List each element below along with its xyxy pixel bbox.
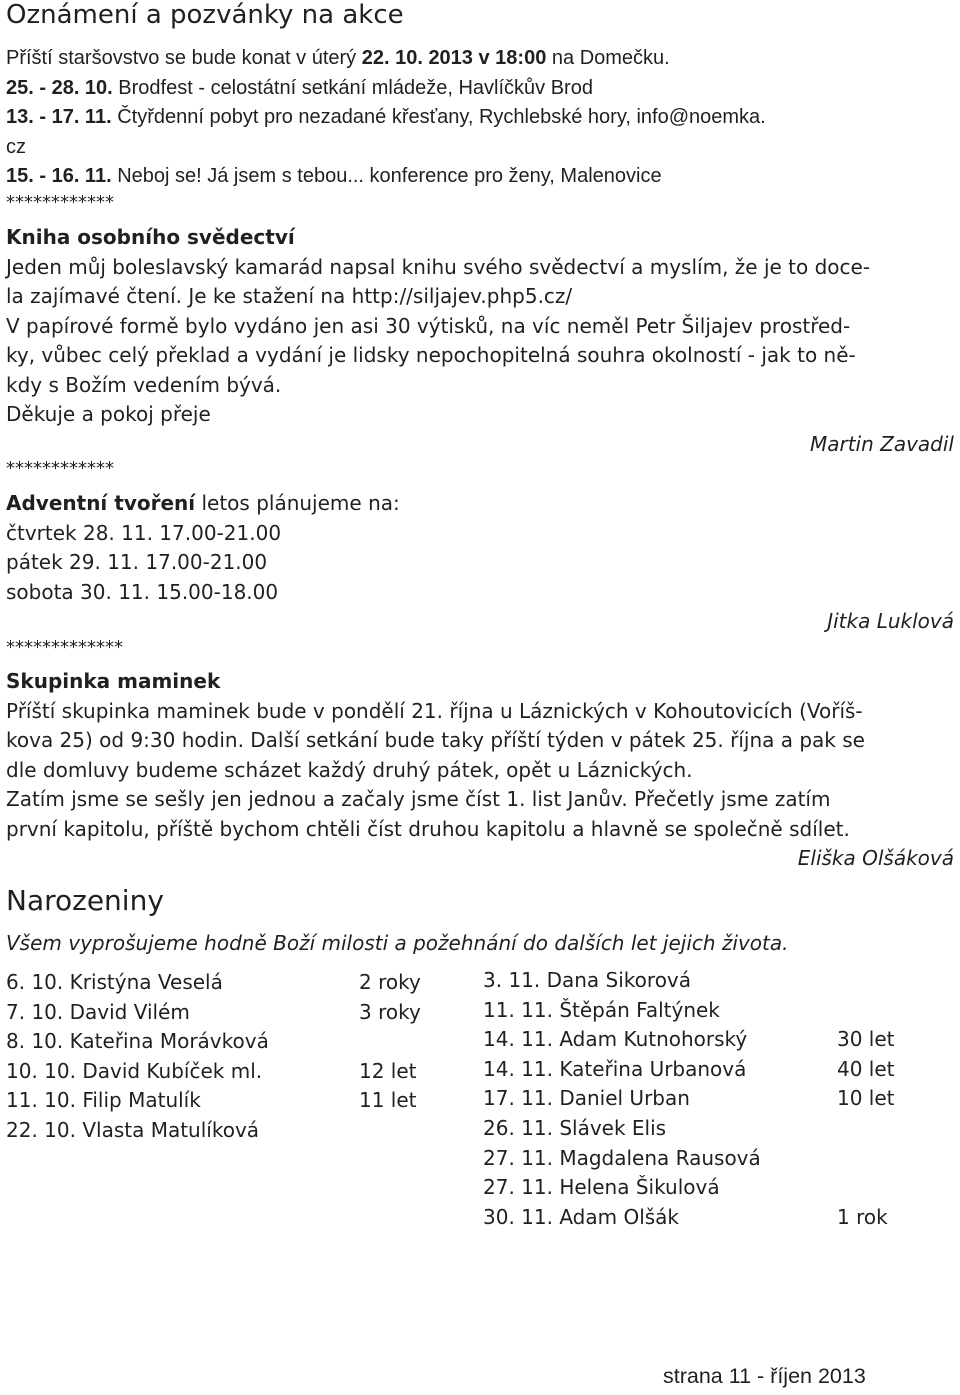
birthday-age: 10 let: [837, 1086, 895, 1111]
announcement-text: cz: [6, 135, 26, 158]
paragraph-line: Jeden můj boleslavský kamarád napsal knihu svého svědectví a myslím, že je to doce-: [6, 254, 871, 279]
paragraph-line: kova 25) od 9:30 hodin. Další setkání bude taky příští týden v pátek 25. října a pak se: [6, 728, 865, 752]
announcement-line: [6, 133, 956, 163]
signature: Martin Zavadil: [809, 431, 954, 456]
birthday-age: 11 let: [359, 1088, 417, 1113]
paragraph-line: Zatím jsme se sešly jen jednou a začaly jsme číst 1. list Janův. Přečetly jsme zatím: [6, 787, 831, 811]
birthday-row: [6, 968, 456, 998]
paragraph-line: la zajímavé čtení. Je ke stažení na http://siljajev.php5.cz/: [6, 284, 573, 308]
section-title: Adventní tvoření: [6, 491, 196, 515]
section-title-rest: letos plánujeme na:: [195, 491, 400, 515]
birthday-name: 17. 11. Daniel Urban: [483, 1086, 690, 1111]
birthday-row: [483, 1025, 953, 1055]
signature: Jitka Luklová: [827, 609, 954, 633]
birthday-name: 14. 11. Kateřina Urbanová: [483, 1056, 747, 1081]
section-title-line: [6, 489, 956, 519]
paragraph-line: V papírové formě bylo vydáno jen asi 30 výtisků, na víc neměl Petr Šiljajev prostřed-: [6, 313, 851, 338]
separator: ************: [6, 192, 114, 213]
birthday-row: [6, 1116, 456, 1146]
paragraph-line: první kapitolu, příště bychom chtěli číst druhou kapitolu a hlavně se společně sdílet.: [6, 816, 850, 841]
birthday-name: 27. 11. Helena Šikulová: [483, 1175, 720, 1200]
birthday-age: 3 roky: [359, 999, 421, 1024]
birthday-row: [6, 1057, 456, 1087]
separator: *************: [6, 637, 123, 658]
birthday-row: [483, 1084, 953, 1114]
announcement-line: [6, 162, 956, 192]
birthday-name: 14. 11. Adam Kutnohorský: [483, 1027, 748, 1052]
birthday-name: 7. 10. David Vilém: [6, 999, 190, 1024]
birthday-row: [6, 1086, 456, 1116]
announcement-text: Čtyřdenní pobyt pro nezadané křesťany, Rychlebské hory, info@noemka.: [111, 106, 766, 128]
announcement-line: [6, 74, 956, 104]
birthday-name: 22. 10. Vlasta Matulíková: [6, 1117, 260, 1142]
section-title: Skupinka maminek: [6, 669, 221, 693]
paragraph-line: kdy s Božím vedením bývá.: [6, 372, 282, 397]
advent-day: sobota 30. 11. 15.00-18.00: [6, 579, 279, 604]
birthday-list-right: [483, 966, 953, 1232]
birthday-name: 26. 11. Slávek Elis: [483, 1115, 667, 1140]
kniha-section: [6, 223, 956, 459]
paragraph-line: ky, vůbec celý překlad a vydání je lidsky nepochopitelná souhra okolností - jak to ně-: [6, 343, 856, 367]
birthday-wish: Všem vyprošujeme hodně Boží milosti a požehnání do dalších let jejich života.: [6, 931, 789, 955]
birthday-age: 1 rok: [837, 1204, 888, 1229]
birthday-age: 12 let: [359, 1058, 417, 1083]
narozeniny-section: [6, 883, 956, 958]
birthday-row: [483, 1173, 953, 1203]
birthday-row: [6, 1027, 456, 1057]
announcement-text: Příští staršovstvo se bude konat v úterý: [6, 47, 362, 69]
birthday-list-left: [6, 968, 456, 1146]
section-title: Kniha osobního svědectví: [6, 225, 295, 249]
birthday-row: [483, 966, 953, 996]
advent-day: čtvrtek 28. 11. 17.00-21.00: [6, 520, 282, 545]
announcements: [6, 44, 956, 192]
paragraph-line: Děkuje a pokoj přeje: [6, 402, 211, 426]
birthday-name: 3. 11. Dana Sikorová: [483, 968, 692, 992]
announcement-date: 22. 10. 2013 v 18:00: [361, 47, 547, 69]
birthday-row: [483, 1144, 953, 1174]
paragraph-line: dle domluvy budeme scházet každý druhý pátek, opět u Láznických.: [6, 757, 693, 782]
advent-day: pátek 29. 11. 17.00-21.00: [6, 550, 268, 574]
birthday-age: 30 let: [837, 1027, 895, 1052]
birthday-name: 11. 11. Štěpán Faltýnek: [483, 997, 720, 1022]
separator: ************: [6, 458, 114, 479]
birthday-name: 11. 10. Filip Matulík: [6, 1088, 201, 1113]
birthday-row: [483, 1055, 953, 1085]
birthday-name: 6. 10. Kristýna Veselá: [6, 970, 223, 994]
birthday-row: [483, 1114, 953, 1144]
birthday-row: [483, 996, 953, 1026]
announcement-date: 25. - 28. 10.: [6, 76, 113, 99]
birthday-name: 8. 10. Kateřina Morávková: [6, 1029, 269, 1054]
announcement-date: 13. - 17. 11.: [6, 106, 112, 128]
birthday-row: [483, 1203, 953, 1233]
skupinka-section: [6, 667, 956, 874]
announcement-text: konference pro ženy, Malenovice: [364, 165, 662, 187]
section-heading: Narozeniny: [6, 884, 164, 917]
advent-section: [6, 489, 956, 637]
birthday-name: 10. 10. David Kubíček ml.: [6, 1058, 263, 1083]
birthday-name: 27. 11. Magdalena Rausová: [483, 1145, 761, 1170]
birthday-name: 30. 11. Adam Olšák: [483, 1204, 680, 1229]
announcement-text: Já jsem s tebou...: [207, 165, 364, 187]
announcement-date: 15. - 16. 11.: [6, 165, 112, 187]
paragraph-line: Příští skupinka maminek bude v pondělí 21. října u Láznických v Kohoutovicích (Voříš-: [6, 698, 863, 723]
announcement-line: [6, 44, 956, 74]
birthday-age: 40 let: [837, 1056, 895, 1081]
announcement-text: na Domečku.: [546, 47, 670, 69]
birthday-age: 2 roky: [359, 970, 421, 994]
announcement-line: [6, 103, 956, 133]
page-footer: strana 11 - říjen 2013: [663, 1364, 866, 1388]
page-title: Oznámení a pozvánky na akce: [6, 0, 404, 30]
birthday-row: [6, 998, 456, 1028]
announcement-text: Brodfest - celostátní setkání mládeže, Havlíčkův Brod: [112, 76, 593, 99]
announcement-text: Neboj se!: [111, 165, 208, 187]
signature: Eliška Olšáková: [797, 846, 954, 870]
